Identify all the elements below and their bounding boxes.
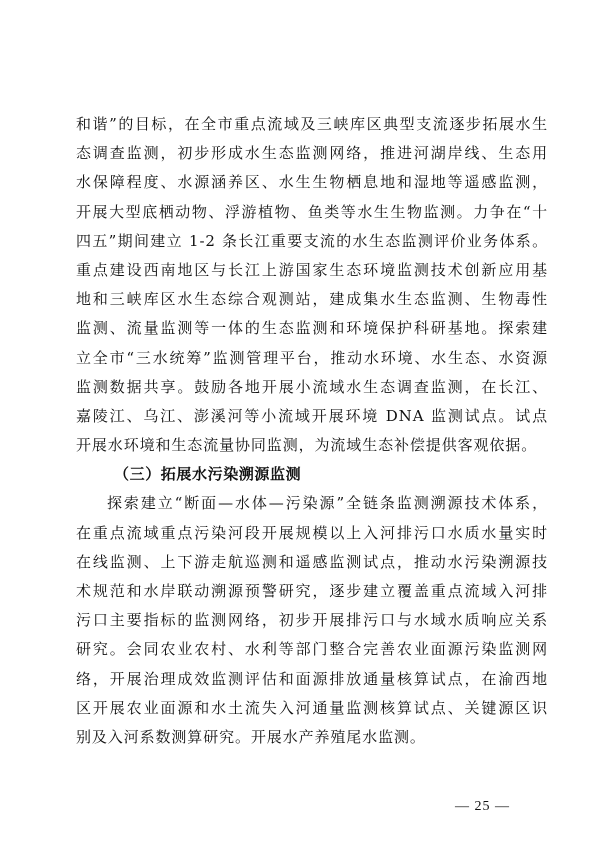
text-line: 立全市“三水统筹”监测管理平台，推动水环境、水生态、水资源 [76,348,548,367]
section-heading: （三）拓展水污染溯源监测 [114,465,302,484]
text-line: 重点建设西南地区与长江上游国家生态环境监测技术创新应用基 [76,260,548,279]
text-line: 区开展农业面源和水土流失入河通量监测核算试点、关键源区识 [76,698,548,717]
text-line: 监测、流量监测等一体的生态监测和环境保护科研基地。探索建 [76,319,548,338]
text-line: 和谐”的目标，在全市重点流域及三峡库区典型支流逐步拓展水生 [76,115,548,133]
text-line: 别及入河系数测算研究。开展水产养殖尾水监测。 [76,727,426,746]
text-line: 嘉陵江、乌江、澎溪河等小流域开展环境 DNA 监测试点。试点 [76,406,548,425]
text-line: 在重点流域重点污染河段开展规模以上入河排污口水质水量实时 [76,523,548,542]
text-line: 络，开展治理成效监测评估和面源排放通量核算试点，在渝西地 [76,669,548,688]
document-body [76,110,548,752]
page-number: — 25 — [455,799,510,814]
text-line: 地和三峡库区水生态综合观测站，建成集水生态监测、生物毒性 [76,290,548,309]
text-line: 监测数据共享。鼓励各地开展小流域水生态调查监测，在长江、 [76,377,548,396]
paragraph-2 [76,489,548,752]
text-line: 开展水环境和生态流量协同监测，为流域生态补偿提供客观依据。 [76,436,538,455]
text-line: 研究。会同农业农村、水利等部门整合完善农业面源污染监测网 [76,640,548,659]
text-line: 在线监测、上下游走航巡测和遥感监测试点，推动水污染溯源技 [76,552,548,571]
text-line: 术规范和水岸联动溯源预警研究，逐步建立覆盖重点流域入河排 [76,582,548,600]
text-line: 态调查监测，初步形成水生态监测网络，推进河湖岸线、生态用 [76,144,548,163]
text-line: 探索建立“断面—水体—污染源”全链条监测溯源技术体系， [107,494,548,513]
text-line: 四五”期间建立 1-2 条长江重要支流的水生态监测评价业务体系。 [76,231,548,250]
text-line: 水保障程度、水源涵养区、水生生物栖息地和湿地等遥感监测， [76,173,548,192]
text-line: 污口主要指标的监测网络，初步开展排污口与水域水质响应关系 [76,611,548,630]
paragraph-1 [76,110,548,460]
text-line: 开展大型底栖动物、浮游植物、鱼类等水生生物监测。力争在“十 [76,202,548,221]
